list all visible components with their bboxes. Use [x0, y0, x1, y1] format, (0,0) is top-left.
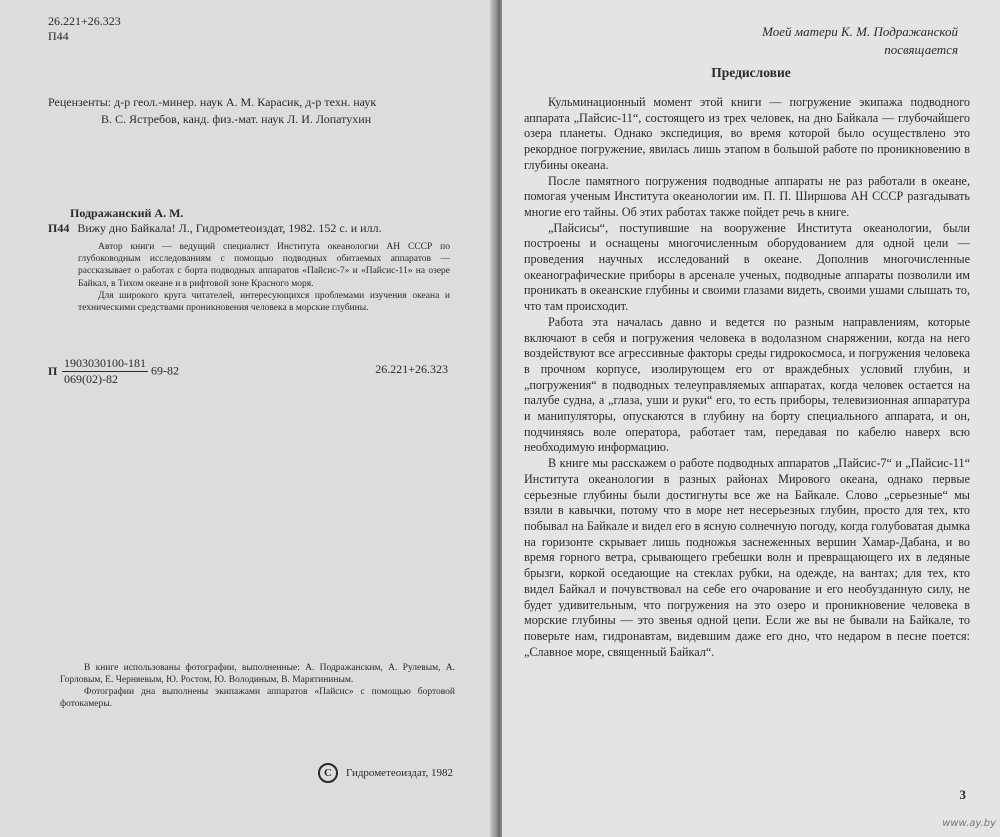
- classification-numerator: 1903030100-181: [64, 356, 146, 370]
- bibliographic-line: [48, 221, 382, 236]
- preface-heading: Предисловие: [711, 65, 791, 80]
- preface-paragraph: „Пайсисы“, поступившие на вооружение Института океанологии, были построены и оснащены многочисленным оборудованием для одной цели — проведения научных исследований в океане. Дополнив многочисленные океанографические приборы в арсенале ученых, подводные аппараты позволили им проникать в океанские глубины и своими глазами видеть, своими ушами слышать то, что там происходит.: [524, 220, 970, 314]
- reviewers: [48, 94, 490, 128]
- preface-paragraph: Кульминационный момент этой книги — погружение экипажа подводного аппарата „Пайсис-11“, состоящего из трех человек, на дно Байкала — глубочайшего озера планеты. Однако экспедиция, во время которой было осуществлено это рекордное погружение, явилась лишь этапом в большой работе по проникновению в глубины океана.: [524, 95, 970, 172]
- preface-paragraph: Работа эта началась давно и ведется по разным направлениям, которые включают в себя и погружения человека в водолазном снаряжении, когда на него воздействуют все агрессивные факторы среды гидрокосмоса, и погружения человека в прочном корпусе, изолирующем его от враждебных условий глубин, и „погружения“ в подводных телеуправляемых аппаратах, когда человек остается на палубе судна, а „глаза, уши и руки“ его, то есть приборы, телевизионная аппаратура и манипуляторы, опускаются в глубину на борту специального аппарата, и он, подчиняясь воле оператора, работает там, передавая по кабелю наверх всю необходимую информацию.: [524, 314, 970, 455]
- dedication-line-2: посвящается: [884, 42, 958, 57]
- classification-suffix: 69-82: [151, 363, 179, 378]
- classification-block: [48, 356, 448, 387]
- classification-letter: П: [48, 364, 58, 378]
- annotation-paragraph: Для широкого круга читателей, интересующихся проблемами изучения океана и техническими средствами проникновения человека в морские глубины.: [78, 290, 450, 314]
- classification-codes: [48, 14, 121, 44]
- preface-paragraph: В книге мы расскажем о работе подводных аппаратов „Пайсис-7“ и „Пайсис-11“ Института океанологии в разных районах Мирового океана, однако первые серьезные глубины были достигнуты все же на Байкале. Слово „серьезные“ мы взяли в кавычки, потому что в море нет несерьезных глубин, просто для тех, кто побывал на Байкале и видел его в ясную солнечную погоду, когда голубоватая дымка на горизонте скрывает лишь подножья заснеженных вершин Хамар-Дабана, и во время горного ветра, срывающего гребешки волн и превращающего их в ледяные брызги, коркой оседающие на стеклах рубки, на одежде, на вантах; для тех, кто видел Байкал и почувствовал на себе его очарование и его необузданную силу, не будет удивительным, что погружения на это озеро и проникновение человека в морские глубины — это звенья одной цепи. Если же вы не бывали на Байкале, то поверьте нам, гидронавтам, видевшим даже его дно, что недаром в песне поется: „Славное море, священный Байкал“.: [524, 456, 970, 659]
- classification-denominator: 069(02)-82: [64, 372, 118, 386]
- watermark: www.ay.by: [942, 818, 996, 829]
- copyright: [318, 763, 453, 783]
- preface-paragraph: После памятного погружения подводные аппараты не раз работали в океане, помогая ученым Института океанологии им. П. П. Ширшова АН СССР разгадывать многие его тайны. Об этих работах также пойдет речь в книге.: [524, 173, 970, 219]
- photos-paragraph: В книге использованы фотографии, выполненные: А. Подражанским, А. Рулевым, А. Горловым, Е. Черняевым, Ю. Ростом, Ю. Володиным, В. Марятининым.: [60, 663, 455, 685]
- reviewers-line-1: Рецензенты: д-р геол.-минер. наук А. М. Карасик, д-р техн. наук: [48, 95, 377, 109]
- author-mark: П44: [48, 29, 69, 43]
- dedication: [762, 23, 958, 59]
- bbk-code: 26.221+26.323: [48, 14, 121, 28]
- left-page: [0, 0, 495, 837]
- copyright-text: Гидрометеоиздат, 1982: [346, 767, 453, 779]
- reviewers-line-2: В. С. Ястребов, канд. физ.-мат. наук Л. И. Лопатухин: [101, 112, 372, 126]
- annotation-paragraph: Автор книги — ведущий специалист Института океанологии АН СССР по глубоководным исследованиям с помощью подводных обитаемых аппаратов — рассказывает о работах с борта подводных аппаратов «Пайсис-7» и «Пайсис-11» на озере Байкал, в Тихом океане и в рифтовой зоне Красного моря.: [78, 242, 450, 289]
- bib-code: П44: [48, 221, 70, 235]
- copyright-icon: C: [318, 763, 338, 783]
- right-page: [502, 0, 1000, 837]
- preface-text: [524, 95, 970, 660]
- bib-text: Вижу дно Байкала! Л., Гидрометеоиздат, 1982. 152 с. и илл.: [77, 221, 382, 235]
- photos-note: [60, 662, 455, 710]
- annotation: [78, 241, 450, 314]
- dedication-line-1: Моей матери К. М. Подражанской: [762, 24, 958, 39]
- page-number: 3: [959, 787, 966, 802]
- photos-paragraph: Фотографии дна выполнены экипажами аппаратов «Пайсис» с помощью бортовой фотокамеры.: [60, 687, 455, 709]
- author-name: Подражанский А. М.: [70, 206, 184, 220]
- classification-fraction: [62, 356, 148, 387]
- classification-right-code: 26.221+26.323: [375, 362, 448, 376]
